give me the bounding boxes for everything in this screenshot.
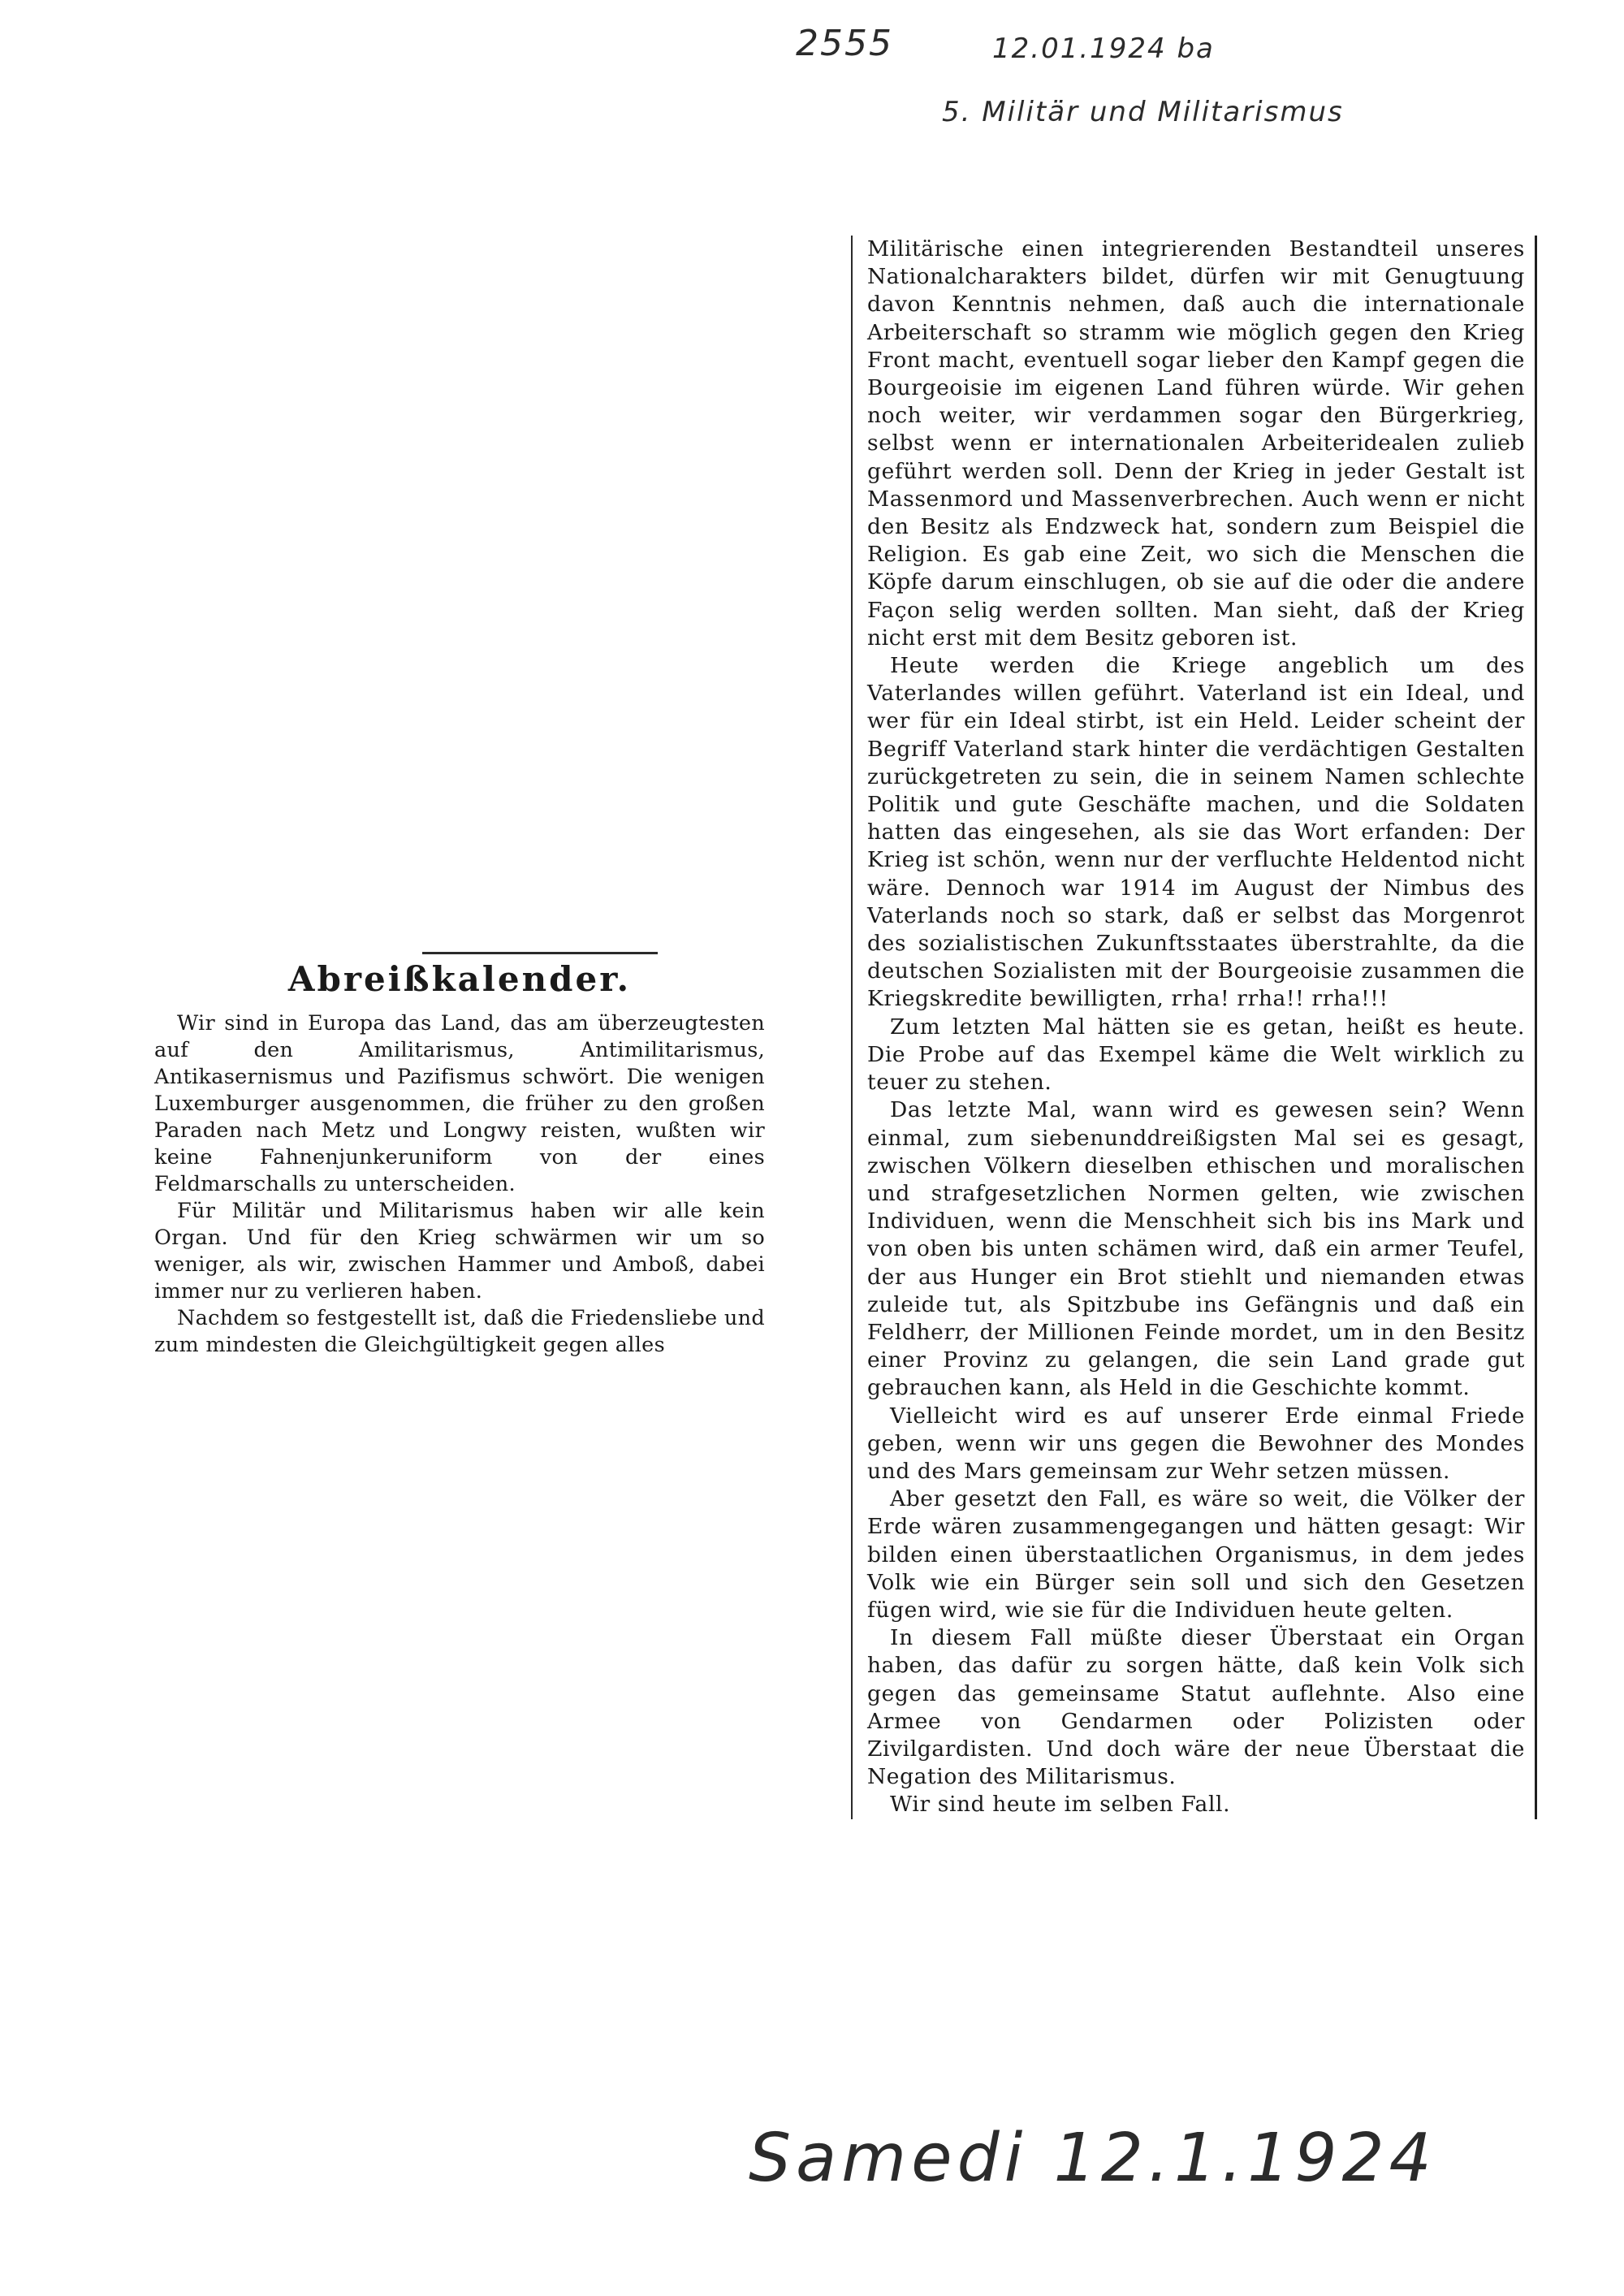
article-paragraph: In diesem Fall müßte dieser Überstaat ein Organ haben, das dafür zu sorgen hätte, daß kein Volk sich gegen das gemeinsame Statut auflehnte. Also eine Armee von Gendarmen oder Polizisten oder Zivilgardisten. Und doch wäre der neue Überstaat die Negation des Militarismus.: [867, 1625, 1525, 1790]
article-paragraph: Wir sind heute im selben Fall.: [890, 1792, 1231, 1818]
archive-date-annotation: 12.01.1924 ba: [992, 32, 1215, 65]
article-clipping-right: [851, 236, 1537, 1819]
article-paragraph: Aber gesetzt den Fall, es wäre so weit, die Völker der Erde wären zusammengegangen und hätten gesagt: Wir bilden einen überstaatlichen Organismus, in dem jedes Volk wie ein Bürger sein soll und sich den Gesetzen fügen wird, wie sie für die Individuen heute gelten.: [867, 1486, 1525, 1623]
topic-annotation: 5. Militär und Militarismus: [942, 96, 1344, 128]
article-paragraph: Militärische einen integrierenden Bestandteil unseres Nationalcharakters bildet, dürfen wir mit Genugtuung davon Kenntnis nehmen, daß auch die internationale Arbeiterschaft so stramm wie möglich gegen den Krieg Front macht, eventuell sogar lieber den Kampf gegen die Bourgeoisie im eigenen Land führen würde. Wir gehen noch weiter, wir verdammen sogar den Bürgerkrieg, selbst wenn er internationalen Arbeiteridealen zulieb geführt werden soll. Denn der Krieg in jeder Gestalt ist Massenmord und Massenverbrechen. Auch wenn er nicht den Besitz als Endzweck hat, sondern zum Beispiel die Religion. Es gab eine Zeit, wo sich die Menschen die Köpfe darum einschlugen, ob sie auf die oder die andere Façon selig werden sollten. Man sieht, daß der Krieg nicht erst mit dem Besitz geboren ist.: [867, 236, 1525, 651]
article-paragraph: Nachdem so festgestellt ist, daß die Friedensliebe und zum mindesten die Gleichgültigkeit gegen alles: [154, 1306, 765, 1357]
article-paragraph: Vielleicht wird es auf unserer Erde einmal Friede geben, wenn wir uns gegen die Bewohner des Mondes und des Mars gemeinsam zur Wehr setzen müssen.: [867, 1403, 1525, 1484]
article-paragraph: Wir sind in Europa das Land, das am überzeugtesten auf den Amilitarismus, Antimilitarismus, Antikasernismus und Pazifismus schwört. Die wenigen Luxemburger ausgenommen, die früher zu den großen Paraden nach Metz und Longwy reisten, wußten wir keine Fahnenjunkeruniform von der eines Feldmarschalls zu unterscheiden.: [154, 1011, 765, 1196]
article-clipping-left: [154, 952, 765, 1359]
title-rule: [422, 952, 658, 954]
article-paragraph: Das letzte Mal, wann wird es gewesen sein? Wenn einmal, zum siebenunddreißigsten Mal sei es gesagt, zwischen Völkern dieselben ethischen und moralischen und strafgesetzlichen Normen gelten, wie zwischen Individuen, wenn die Menschheit sich bis ins Mark und von oben bis unten schämen wird, daß ein armer Teufel, der aus Hunger ein Brot stiehlt und niemanden etwas zuleide tut, als Spitzbube ins Gefängnis und daß ein Feldherr, der Millionen Feinde mordet, um in den Besitz einer Provinz zu gelangen, die sein Land grade gut gebrauchen kann, als Held in die Geschichte kommt.: [867, 1097, 1525, 1401]
article-paragraph: Zum letzten Mal hätten sie es getan, heißt es heute. Die Probe auf das Exempel käme die Welt wirklich zu teuer zu stehen.: [867, 1014, 1525, 1096]
article-paragraph: Heute werden die Kriege angeblich um des Vaterlandes willen geführt. Vaterland ist ein Ideal, und wer für ein Ideal stirbt, ist ein Held. Leider scheint der Begriff Vaterland stark hinter die verdächtigen Gestalten zurückgetreten zu sein, die in seinem Namen schlechte Politik und gute Geschäfte machen, und die Soldaten hatten das eingesehen, als sie das Wort erfanden: Der Krieg ist schön, wenn nur der verfluchte Heldentod nicht wäre. Dennoch war 1914 im August der Nimbus des Vaterlands noch so stark, daß er selbst das Morgenrot des sozialistischen Zukunftsstaates überstrahlte, da die deutschen Sozialisten mit der Bourgeoisie zusammen die Kriegskredite bewilligten, rrha! rrha!! rrha!!!: [867, 653, 1525, 1012]
article-paragraph: Für Militär und Militarismus haben wir alle kein Organ. Und für den Krieg schwärmen wir um so weniger, als wir, zwischen Hammer und Amboß, dabei immer nur zu verlieren haben.: [154, 1199, 765, 1304]
archive-number-annotation: 2555: [796, 23, 893, 64]
article-title: Abreißkalender.: [287, 959, 632, 999]
handwritten-footer-date: Samedi 12.1.1924: [749, 2120, 1436, 2197]
